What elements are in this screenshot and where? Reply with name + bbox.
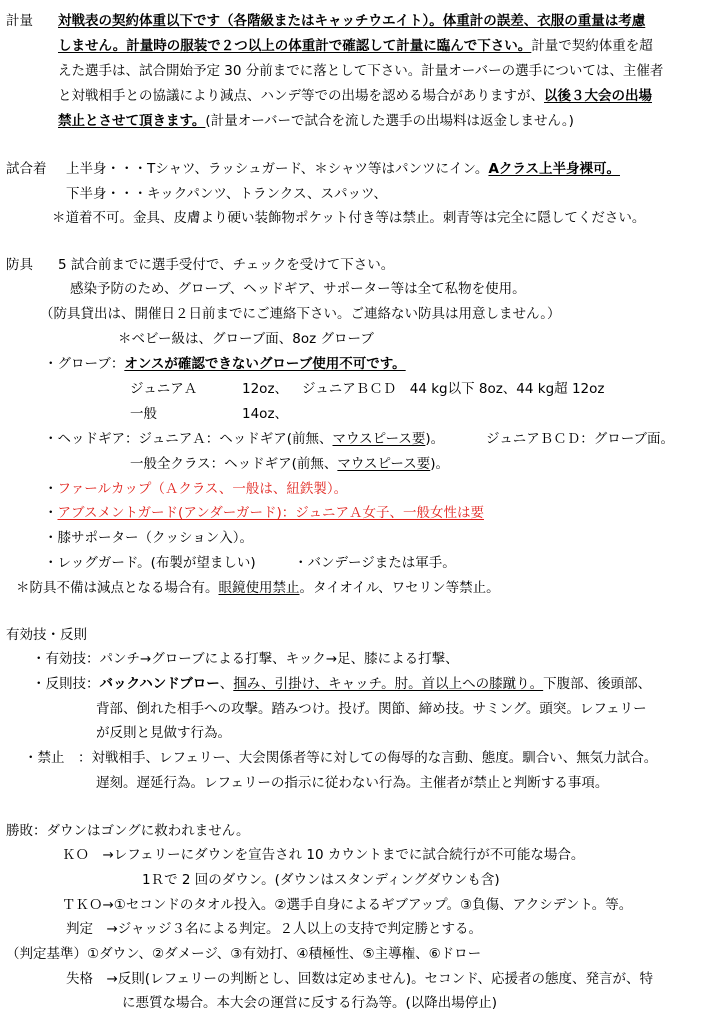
gear-note-a: ＊防具不備は減点となる場合有。	[16, 580, 219, 596]
tech-foul-2: 背部、倒れた相手への攻撃。踏みつけ。投げ。関節、締め技。サミング。頭突。レフェリー	[96, 701, 647, 717]
attire-note: ＊道着不可。金具、皮膚より硬い装飾物ポケット付き等は禁止。刺青等は完全に隠してください。	[52, 210, 646, 226]
gear-headgear-jrBCD: ジュニアＢＣＤ：グローブ面。	[486, 431, 675, 447]
gear-hg1-c: )。	[425, 431, 445, 447]
gear-abs-text: アブスメントガード(アンダーガード)：ジュニアＡ女子、一般女性は要	[57, 505, 484, 521]
result-dq-2: に悪質な場合。本大会の運営に反する行為等。(以降出場停止)	[122, 995, 498, 1011]
gear-jrA: ジュニアＡ	[130, 381, 198, 397]
attire-top	[66, 160, 620, 178]
gear-note	[16, 579, 500, 597]
gear-headgear-2	[130, 455, 449, 473]
gear-note-glasses: 眼鏡使用禁止	[218, 580, 300, 596]
gear-line-2: 感染予防のため、グローブ、ヘッドギア、サポーター等は全て私物を使用。	[70, 281, 526, 297]
gear-glove-label: ・グローブ：	[44, 356, 125, 372]
gear-note-c: 。タイオイル、ワセリン等禁止。	[299, 580, 500, 596]
weigh-line-1: 対戦表の契約体重以下です（各階級またはキャッチウエイト）。体重計の誤差、衣服の重量は考慮	[58, 13, 646, 29]
result-dq-1: 失格 →反則(レフェリーの判断とし、回数は定めません)。セコンド、応援者の態度、発言が、特	[66, 971, 653, 987]
result-criteria: （判定基準）①ダウン、②ダメージ、③有効打、④積極性、⑤主導権、⑥ドロー	[6, 946, 482, 962]
gear-general-oz: 14oz、	[242, 406, 289, 422]
gear-cup-text: ファールカップ（Ａクラス、一般は、紐鉄製）。	[57, 481, 348, 497]
weigh-line-5	[58, 112, 574, 130]
tech-foul-1	[32, 675, 651, 693]
gear-headgear-1	[44, 430, 444, 448]
gear-hg1-a: ・ヘッドギア：ジュニアＡ：ヘッドギア(前無、	[44, 431, 333, 447]
tech-ban-2: 遅刻。遅延行為。レフェリーの指示に従わない行為。主催者が禁止と判断する事項。	[96, 775, 609, 791]
gear-bandage: ・バンデージまたは軍手。	[294, 555, 456, 571]
gear-hg2-mouthpiece: マウスピース要	[337, 456, 431, 472]
weigh-line-4	[58, 87, 652, 105]
gear-glove-bold: オンスが確認できないグローブ使用不可です。	[124, 356, 406, 372]
gear-baby-note: ＊ベビー級は、グローブ面、8oz グローブ	[118, 331, 374, 347]
weigh-line-2-plain: 計量で契約体重を超	[531, 38, 653, 54]
gear-abs-bullet: ・	[44, 505, 58, 521]
weigh-line-3: えた選手は、試合開始予定 30 分前までに落として下さい。計量オーバーの選手については、主催者	[58, 63, 664, 79]
weigh-line-5-plain: (計量オーバーで試合を流した選手の出場料は返金しません。)	[205, 113, 574, 129]
weigh-line-4-plain: と対戦相手との協議により減点、ハンデ等での出場を認める場合がありますが、	[58, 88, 544, 104]
attire-top-label: 上半身・・・	[66, 161, 147, 177]
result-decision: 判定 →ジャッジ３名による判定。２人以上の支持で判定勝とする。	[66, 921, 483, 937]
tech-valid: ・有効技：パンチ→グローブによる打撃、キック→足、膝による打撃、	[32, 651, 459, 667]
gear-leg: ・レッグガード。(布製が望ましい)	[44, 555, 256, 571]
result-ko-2: 1Ｒで 2 回のダウン。(ダウンはスタンディングダウンも含)	[142, 872, 500, 888]
gear-general: 一般	[130, 406, 157, 422]
weigh-line-5-bold: 禁止とさせて頂きます。	[58, 113, 206, 129]
tech-foul-label: ・反則技：	[32, 676, 100, 692]
weigh-line-4-bold: 以後３大会の出場	[544, 88, 652, 104]
tech-foul-rest: 下腹部、後頭部、	[543, 676, 652, 692]
attire-bottom	[66, 185, 387, 203]
result-ko-1: ＫＯ →レフェリーにダウンを宣告され 10 カウントまでに試合続行が不可能な場合。	[62, 847, 585, 863]
gear-knee: ・膝サポーター（クッション入）。	[44, 530, 253, 546]
tech-foul-comma: 、	[219, 676, 234, 692]
gear-cup	[44, 480, 347, 498]
result-tko: ＴＫＯ→①セコンドのタオル投入。②選手自身によるギブアップ。③負傷、アクシデント。等。	[62, 897, 633, 913]
attire-heading: 試合着	[6, 161, 47, 177]
weigh-line-2	[58, 37, 653, 55]
gear-cup-bullet: ・	[44, 481, 58, 497]
tech-foul-3: が反則と見做す行為。	[96, 725, 231, 741]
weigh-heading: 計量	[6, 13, 33, 29]
gear-line-3: （防具貸出は、開催日２日前までにご連絡下さい。ご連絡ない防具は用意しません。）	[40, 306, 561, 322]
attire-bottom-label: 下半身・・・	[66, 186, 147, 202]
gear-hg2-a: 一般全クラス：ヘッドギア(前無、	[130, 456, 338, 472]
gear-jrBCD: ジュニアＢＣＤ 44 kg以下 8oz、44 kg超 12oz	[302, 381, 605, 397]
weigh-line-2-bold: しません。計量時の服装で２つ以上の体重計で確認して計量に臨んで下さい。	[58, 38, 532, 54]
attire-top-text: Tシャツ、ラッシュガード、＊シャツ等はパンツにイン。	[147, 161, 489, 177]
attire-top-bold: Aクラス上半身裸可。	[488, 161, 620, 177]
tech-ban-1: ・禁止 ：対戦相手、レフェリー、大会関係者等に対しての侮辱的な言動、態度。馴合い、無気力試合。	[24, 750, 658, 766]
gear-heading: 防具	[6, 257, 33, 273]
gear-abs	[44, 504, 484, 522]
gear-hg2-c: )。	[430, 456, 450, 472]
result-heading: 勝敗：ダウンはゴングに救われません。	[6, 823, 250, 839]
tech-foul-bold: バックハンドブロー	[99, 676, 220, 692]
tech-heading: 有効技・反則	[6, 627, 87, 643]
gear-jrA-oz: 12oz、	[242, 381, 289, 397]
gear-glove	[44, 355, 406, 373]
attire-bottom-text: キックパンツ、トランクス、スパッツ、	[147, 186, 388, 202]
tech-foul-underlined: 掴み、引掛け、キャッチ。肘。首以上への膝蹴り。	[233, 676, 544, 692]
gear-hg1-mouthpiece: マウスピース要	[332, 431, 426, 447]
gear-line-1: 5 試合前までに選手受付で、チェックを受けて下さい。	[58, 257, 395, 273]
